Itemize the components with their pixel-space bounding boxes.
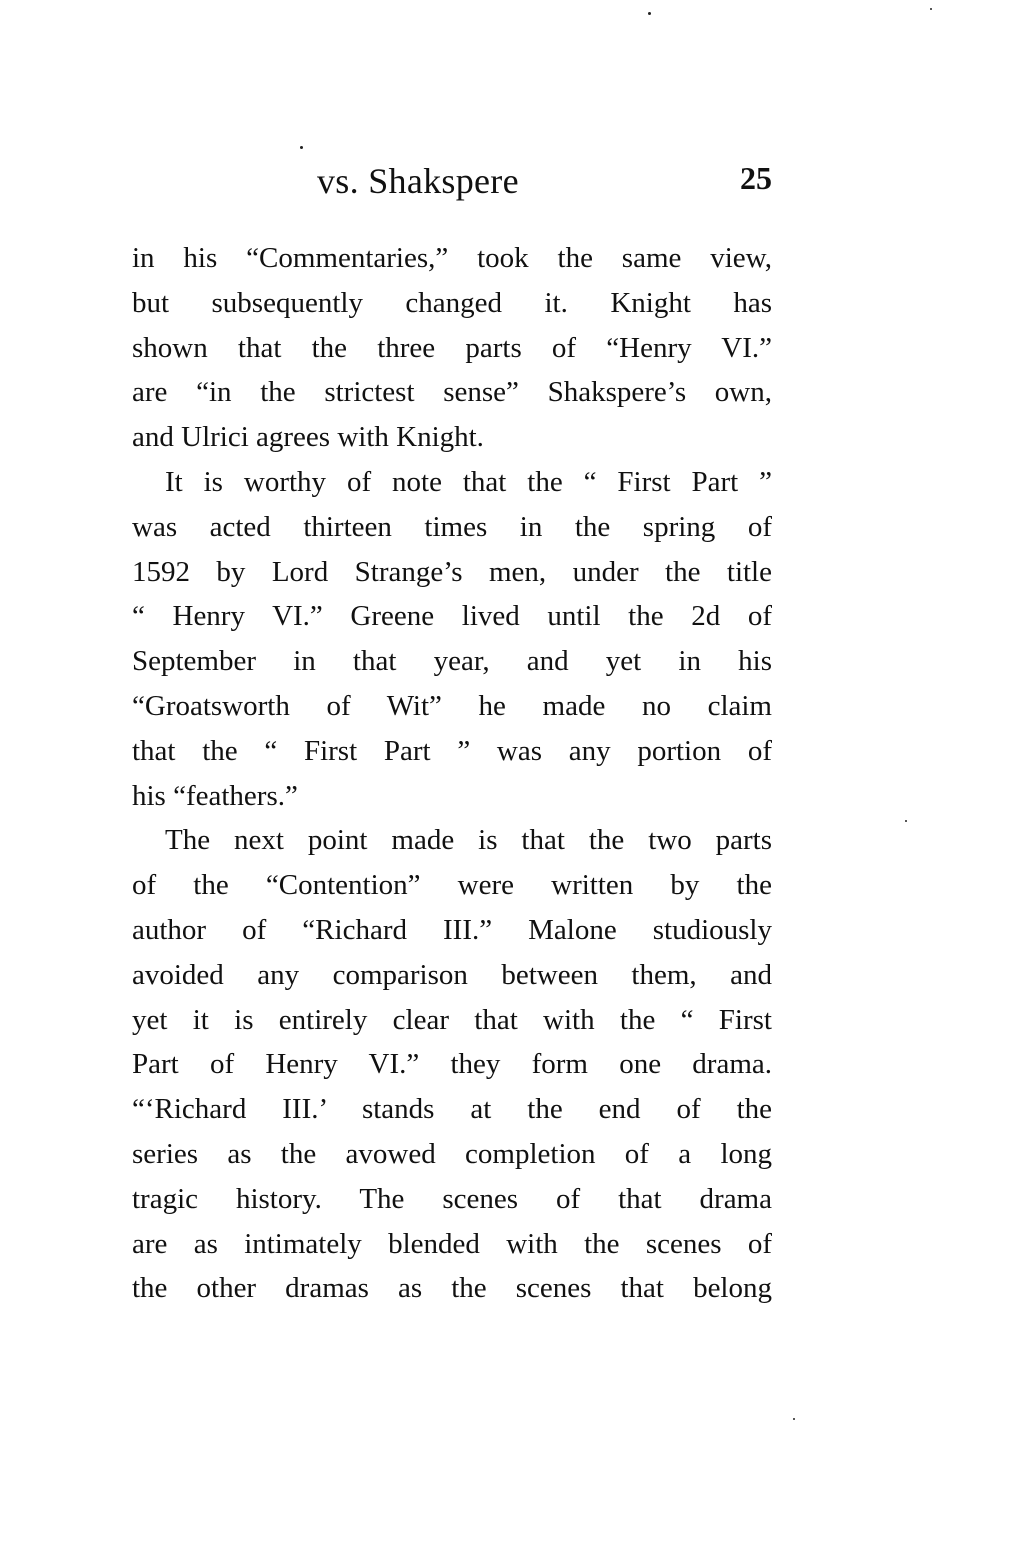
text-line: series as the avowed completion of a long	[132, 1137, 772, 1170]
scan-speck	[793, 1418, 795, 1420]
text-line: tragic history. The scenes of that drama	[132, 1182, 772, 1215]
text-line: was acted thirteen times in the spring of	[132, 510, 772, 543]
text-line: author of “Richard III.” Malone studiously	[132, 913, 772, 946]
text-line: Part of Henry VI.” they form one drama.	[132, 1048, 772, 1081]
text-line: The next point made is that the two parts	[165, 824, 772, 857]
text-line: September in that year, and yet in his	[132, 645, 772, 678]
text-line: “Groatsworth of Wit” he made no claim	[132, 689, 772, 722]
text-line: and Ulrici agrees with Knight.	[132, 421, 484, 454]
text-line: 1592 by Lord Strange’s men, under the title	[132, 555, 772, 588]
body-text	[132, 236, 772, 1311]
page-number: 25	[740, 160, 772, 196]
running-head: vs. Shakspere	[317, 161, 519, 201]
scan-speck	[930, 8, 932, 10]
text-line: are as intimately blended with the scenes of	[132, 1227, 772, 1260]
text-line: are “in the strictest sense” Shakspere’s own,	[132, 376, 772, 409]
text-line: “ Henry VI.” Greene lived until the 2d of	[132, 600, 772, 633]
text-line: his “feathers.”	[132, 779, 298, 812]
scan-speck	[905, 820, 907, 822]
text-line: of the “Contention” were written by the	[132, 869, 772, 902]
text-line: but subsequently changed it. Knight has	[132, 286, 772, 319]
text-line: that the “ First Part ” was any portion of	[132, 734, 772, 767]
text-line: avoided any comparison between them, and	[132, 958, 772, 991]
text-line: the other dramas as the scenes that belong	[132, 1272, 772, 1305]
text-line: “‘Richard III.’ stands at the end of the	[132, 1093, 772, 1126]
text-line: shown that the three parts of “Henry VI.”	[132, 331, 772, 364]
text-line: It is worthy of note that the “ First Part ”	[165, 465, 772, 498]
scan-speck	[648, 12, 651, 15]
page-header	[132, 160, 772, 210]
text-line: in his “Commentaries,” took the same view,	[132, 242, 772, 274]
text-line: yet it is entirely clear that with the “ First	[132, 1003, 772, 1036]
scan-speck	[300, 146, 303, 149]
